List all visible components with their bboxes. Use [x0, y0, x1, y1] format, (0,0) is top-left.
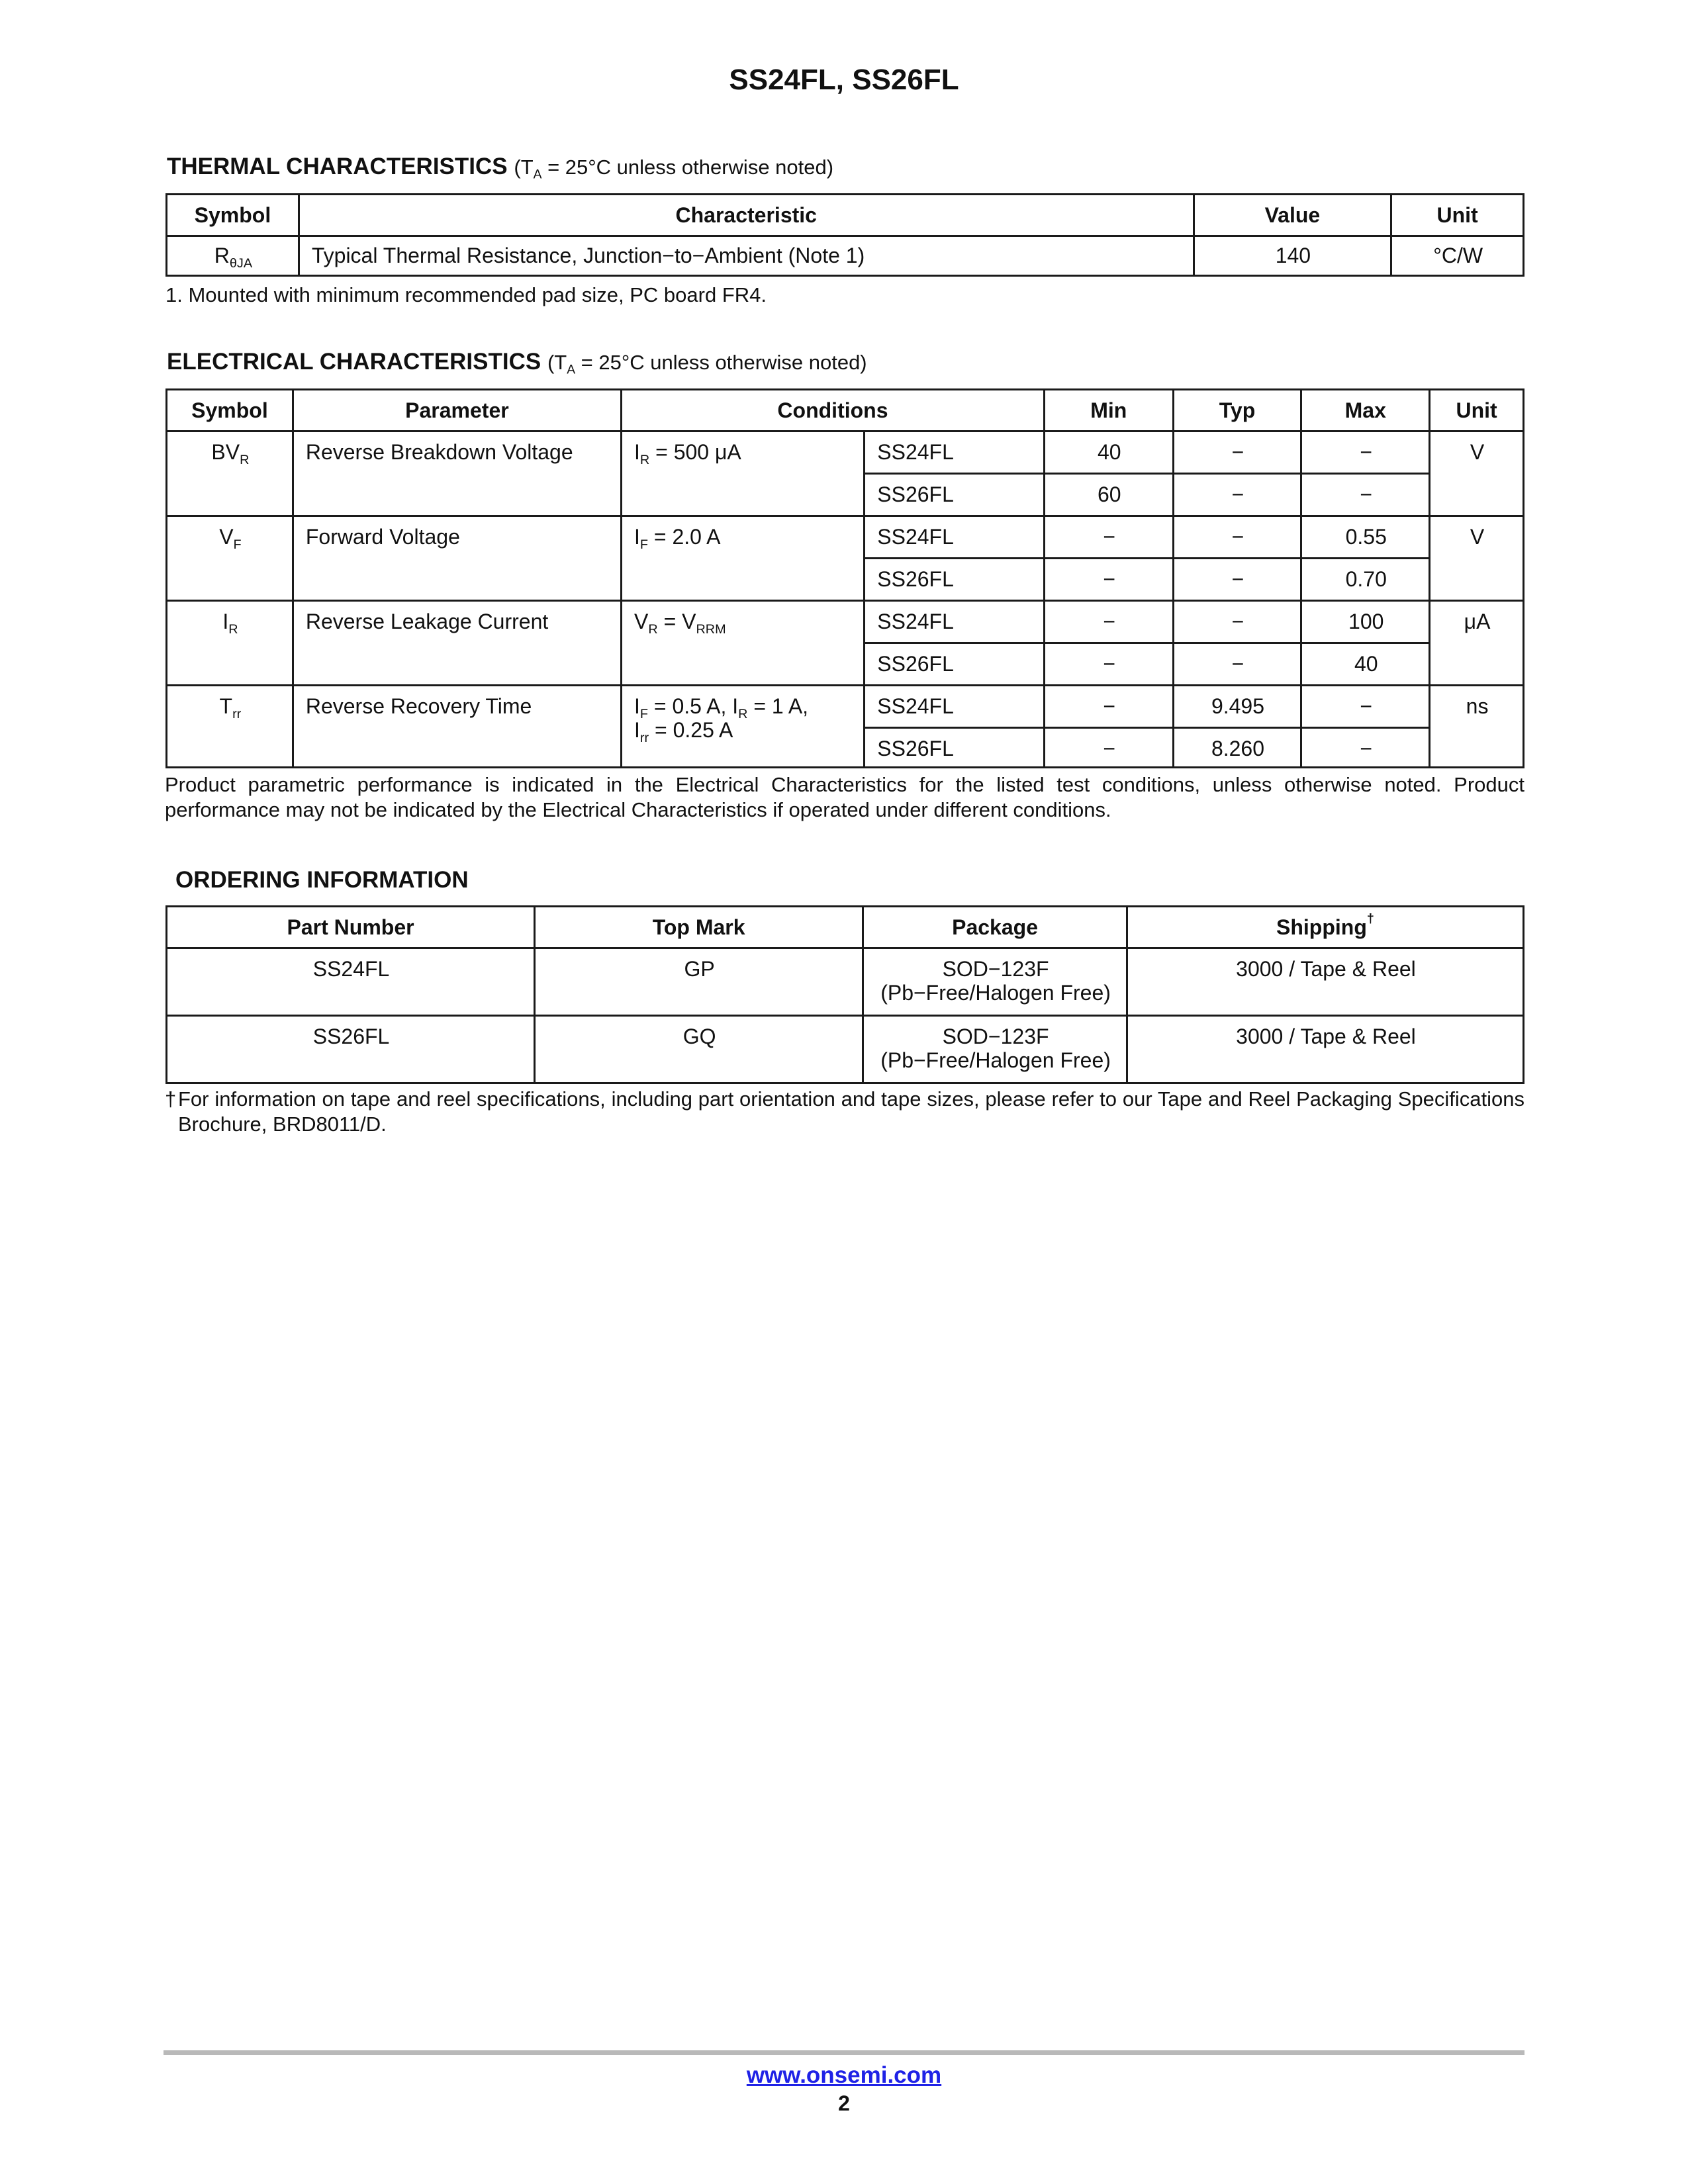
col-characteristic: Characteristic: [299, 195, 1194, 236]
condition-cell: $I_F = 0.5$ A, $I_R = 1$ A, $I_{rr} = 0.25$ A: [622, 686, 865, 768]
package-cell: SOD−123F (Pb−Free/Halogen Free): [863, 948, 1127, 1016]
table-row: [167, 948, 1524, 1016]
min-cell: −: [1044, 643, 1173, 686]
parameter-cell: Reverse Recovery Time: [293, 686, 621, 768]
col-package: Package: [863, 907, 1127, 948]
ordering-title: ORDERING INFORMATION: [175, 867, 469, 893]
max-cell: −: [1301, 686, 1430, 728]
electrical-section-title: [167, 349, 867, 375]
max-cell: 100: [1301, 601, 1430, 643]
device-cell: SS24FL: [865, 516, 1045, 559]
condition-cell: $V_R = V_{RRM}$: [622, 601, 865, 686]
typ-cell: −: [1173, 474, 1301, 516]
part-number-cell: SS24FL: [167, 948, 535, 1016]
min-cell: 60: [1044, 474, 1173, 516]
ordering-section-title: [175, 867, 469, 893]
table-row: [167, 236, 1524, 276]
max-cell: 40: [1301, 643, 1430, 686]
device-cell: SS24FL: [865, 686, 1045, 728]
symbol-trr: $T_{rr}$: [167, 686, 293, 768]
condition-cell: $I_F = 2.0$ A: [622, 516, 865, 601]
unit-cell: μA: [1430, 601, 1524, 686]
ordering-note-text: For information on tape and reel specifications, including part orientation and tape sizes, please refer to our Tape and Reel Packaging Specifications Brochure, BRD8011/D.: [178, 1087, 1524, 1136]
package-cell: SOD−123F (Pb−Free/Halogen Free): [863, 1016, 1127, 1083]
max-cell: −: [1301, 432, 1430, 474]
max-cell: −: [1301, 728, 1430, 768]
symbol-vf: $V_F$: [167, 516, 293, 601]
symbol-bvr: $BV_R$: [167, 432, 293, 516]
col-conditions: Conditions: [622, 390, 1045, 432]
electrical-title: ELECTRICAL CHARACTERISTICS: [167, 349, 541, 375]
col-top-mark: Top Mark: [535, 907, 863, 948]
device-cell: SS26FL: [865, 474, 1045, 516]
device-cell: SS24FL: [865, 432, 1045, 474]
thermal-condition: ($T_A = 25^\circ C$ unless otherwise noted): [514, 156, 834, 182]
col-symbol: Symbol: [167, 390, 293, 432]
ordering-note: [165, 1087, 1524, 1137]
min-cell: −: [1044, 516, 1173, 559]
unit-cell: V: [1430, 432, 1524, 516]
table-row: [167, 601, 1524, 643]
typ-cell: 8.260: [1173, 728, 1301, 768]
col-shipping: Shipping†: [1127, 907, 1523, 948]
col-min: Min: [1044, 390, 1173, 432]
col-unit: Unit: [1391, 195, 1524, 236]
thermal-table: [165, 193, 1524, 277]
part-number-cell: SS26FL: [167, 1016, 535, 1083]
unit-cell: V: [1430, 516, 1524, 601]
typ-cell: −: [1173, 601, 1301, 643]
typ-cell: −: [1173, 516, 1301, 559]
device-cell: SS26FL: [865, 728, 1045, 768]
min-cell: −: [1044, 686, 1173, 728]
table-row: [167, 432, 1524, 474]
device-cell: SS26FL: [865, 559, 1045, 601]
page-number: 2: [838, 2091, 850, 2115]
shipping-cell: 3000 / Tape & Reel: [1127, 1016, 1523, 1083]
typ-cell: −: [1173, 432, 1301, 474]
max-cell: −: [1301, 474, 1430, 516]
table-row: [167, 1016, 1524, 1083]
typ-cell: −: [1173, 559, 1301, 601]
max-cell: 0.55: [1301, 516, 1430, 559]
max-cell: 0.70: [1301, 559, 1430, 601]
table-row: [167, 686, 1524, 728]
thermal-section-title: [167, 154, 833, 180]
col-value: Value: [1194, 195, 1391, 236]
col-unit: Unit: [1430, 390, 1524, 432]
thermal-title: THERMAL CHARACTERISTICS: [167, 154, 508, 179]
device-cell: SS24FL: [865, 601, 1045, 643]
ordering-header-row: [167, 907, 1524, 948]
page-title: SS24FL, SS26FL: [729, 64, 959, 96]
col-symbol: Symbol: [167, 195, 299, 236]
condition-cell: $I_R = 500$ μA: [622, 432, 865, 516]
electrical-note: Product parametric performance is indicated in the Electrical Characteristics for the listed test conditions, unless otherwise noted. Product performance may not be indicated by the Electrical Characteristics if operated under different conditions.: [165, 773, 1524, 821]
typ-cell: −: [1173, 643, 1301, 686]
min-cell: −: [1044, 728, 1173, 768]
min-cell: 40: [1044, 432, 1173, 474]
parameter-cell: Forward Voltage: [293, 516, 621, 601]
thermal-symbol: $R_{\theta JA}$: [167, 236, 299, 276]
ordering-table: [165, 905, 1524, 1084]
parameter-cell: Reverse Breakdown Voltage: [293, 432, 621, 516]
thermal-header-row: [167, 195, 1524, 236]
electrical-table: [165, 388, 1524, 768]
dagger-mark: †: [165, 1087, 177, 1111]
col-typ: Typ: [1173, 390, 1301, 432]
electrical-condition: ($T_A = 25^\circ C$ unless otherwise noted): [547, 351, 867, 377]
min-cell: −: [1044, 601, 1173, 643]
shipping-cell: 3000 / Tape & Reel: [1127, 948, 1523, 1016]
typ-cell: 9.495: [1173, 686, 1301, 728]
electrical-header-row: [167, 390, 1524, 432]
thermal-value: 140: [1194, 236, 1391, 276]
col-part-number: Part Number: [167, 907, 535, 948]
thermal-note: 1. Mounted with minimum recommended pad size, PC board FR4.: [165, 283, 767, 306]
top-mark-cell: GQ: [535, 1016, 863, 1083]
thermal-characteristic: Typical Thermal Resistance, Junction−to−Ambient (Note 1): [299, 236, 1194, 276]
device-cell: SS26FL: [865, 643, 1045, 686]
col-max: Max: [1301, 390, 1430, 432]
top-mark-cell: GP: [535, 948, 863, 1016]
thermal-unit: °C/W: [1391, 236, 1524, 276]
unit-cell: ns: [1430, 686, 1524, 768]
parameter-cell: Reverse Leakage Current: [293, 601, 621, 686]
website-link[interactable]: www.onsemi.com: [746, 2062, 942, 2088]
symbol-ir: $I_R$: [167, 601, 293, 686]
col-parameter: Parameter: [293, 390, 621, 432]
table-row: [167, 516, 1524, 559]
min-cell: −: [1044, 559, 1173, 601]
footer-divider: [164, 2050, 1524, 2055]
